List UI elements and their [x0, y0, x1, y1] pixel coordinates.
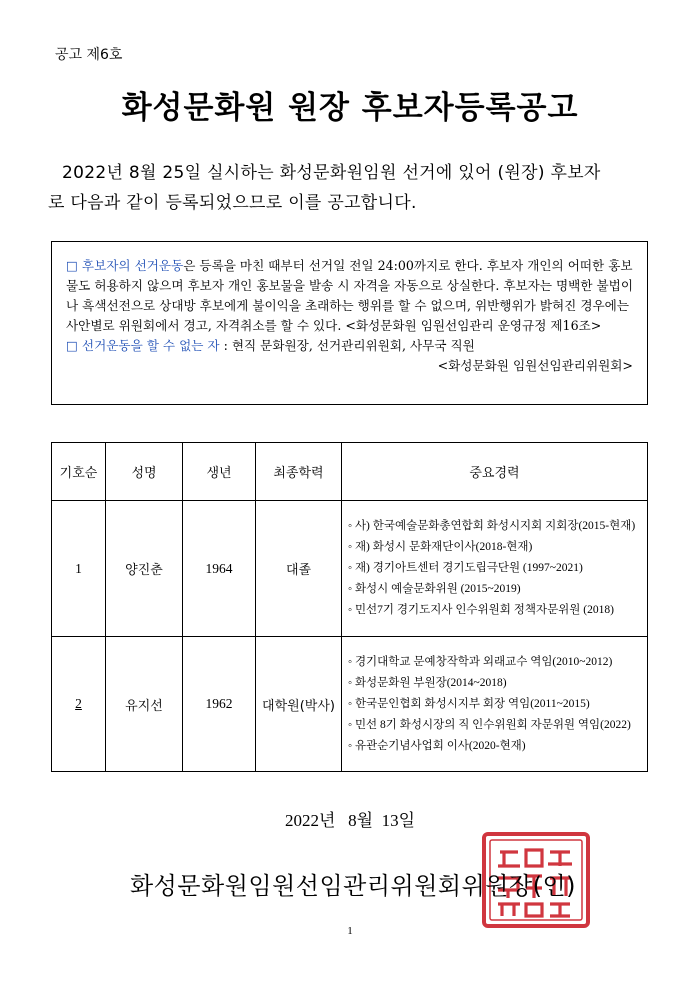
career-item: ◦ 유관순기념사업회 이사(2020-현재)	[348, 736, 646, 757]
table-row	[52, 637, 648, 772]
candidate-table	[51, 442, 648, 772]
column-header: 최종학력	[256, 443, 342, 501]
page-number: 1	[347, 925, 353, 937]
intro-line-2: 로 다음과 같이 등록되었으므로 이를 공고합니다.	[48, 193, 417, 213]
candidate-career	[342, 501, 648, 637]
notice-source: <화성문화원 임원선임관리위원회>	[437, 358, 633, 373]
career-item: ◦ 화성시 예술문화위원 (2015~2019)	[348, 579, 646, 600]
notice-box	[51, 241, 648, 405]
candidate-name: 유지선	[106, 637, 183, 772]
campaign-rule-heading: □ 후보자의 선거운동	[66, 258, 184, 273]
career-item: ◦ 한국문인협회 화성시지부 회장 역임(2011~2015)	[348, 694, 646, 715]
announcement-date: 2022년 8월 13일	[284, 811, 416, 830]
candidate-number: 1	[52, 501, 106, 637]
intro-line-1: 2022년 8월 25일 실시하는 화성문화원임원 선거에 있어 (원장) 후보자	[62, 163, 601, 183]
campaign-rule-paragraph	[66, 256, 633, 336]
prohibited-heading: □ 선거운동을 할 수 없는 자	[66, 338, 220, 353]
campaign-rule-text: 은 등록을 마친 때부터 선거일 전일 24:00까지로 한다. 후보자 개인의 어떠한 홍보물도 허용하지 않으며 후보자 개인 홍보물을 발송 시 자격을 자동으로 상실한다. 후보자는 명백한 불법이나 흑색선전으로 상대방 후보에게 불이익을 초래하는 행위를 할 수 없으며, 위반행위가 밝혀진 경우에는 사안별로 위원회에서 경고, 자격취소를 할 수 있다. <화성문화원 임원선임관리 운영규정 제16조>	[66, 258, 633, 333]
career-item: ◦ 민선7기 경기도지사 인수위원회 정책자문위원 (2018)	[348, 600, 646, 621]
column-header: 기호순	[52, 443, 106, 501]
candidate-number: 2	[52, 637, 106, 772]
intro-paragraph	[48, 158, 660, 218]
career-item: ◦ 민선 8기 화성시장의 직 인수위원회 자문위원 역임(2022)	[348, 715, 646, 736]
candidate-education: 대학원(박사)	[256, 637, 342, 772]
prohibited-text: : 현직 문화원장, 선거관리위원회, 사무국 직원	[223, 338, 475, 353]
prohibited-paragraph	[66, 336, 633, 356]
signer-name: 화성문화원임원선임관리위원회위원장(인)	[130, 872, 577, 900]
column-header: 성명	[106, 443, 183, 501]
candidate-birth-year: 1964	[183, 501, 256, 637]
column-header: 생년	[183, 443, 256, 501]
table-row	[52, 501, 648, 637]
career-item: ◦ 화성문화원 부원장(2014~2018)	[348, 673, 646, 694]
candidate-career	[342, 637, 648, 772]
career-item: ◦ 재) 화성시 문화재단이사(2018-현재)	[348, 537, 646, 558]
candidate-education: 대졸	[256, 501, 342, 637]
column-header: 중요경력	[342, 443, 648, 501]
career-item: ◦ 경기대학교 문예창작학과 외래교수 역임(2010~2012)	[348, 652, 646, 673]
candidate-name: 양진춘	[106, 501, 183, 637]
table-header-row	[52, 443, 648, 501]
notice-number: 공고 제6호	[55, 47, 123, 63]
candidate-birth-year: 1962	[183, 637, 256, 772]
page-title: 화성문화원 원장 후보자등록공고	[121, 90, 579, 126]
career-item: ◦ 재) 경기아트센터 경기도립극단원 (1997~2021)	[348, 558, 646, 579]
career-item: ◦ 사) 한국예술문화총연합회 화성시지회 지회장(2015-현재)	[348, 516, 646, 537]
